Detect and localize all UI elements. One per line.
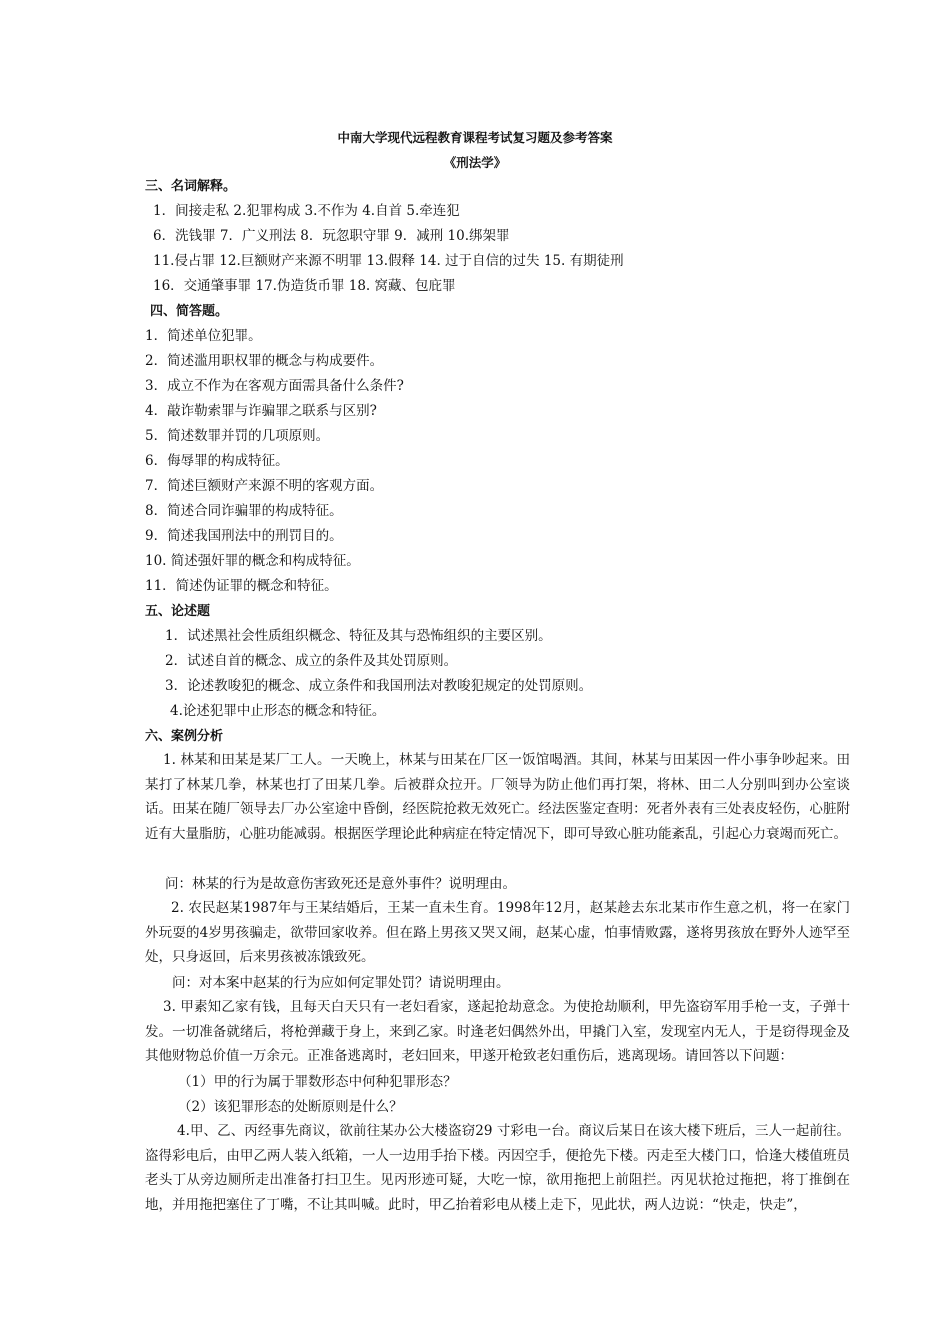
case-3-question-1: （1）甲的行为属于罪数形态中何种犯罪形态？	[178, 1074, 457, 1090]
case-4-text: 4.甲、乙、丙经事先商议，欲前往某办公大楼盗窃29 寸彩电一台。商议后某日在该大楼下班后，三人一起前往。盗得彩电后，由甲乙两人装入纸箱，一人一边用手抬下楼。丙因空手，便抢先下楼。丙走至大楼门口，恰逢大楼值班员老头丁从旁边厕所走出准备打扫卫生。见丙形迹可疑，大吃一惊，欲用拖把上前阻拦。丙见状抢过拖把，将丁推倒在地，并用拖把塞住了丁嘴，不让其叫喊。此时，甲乙抬着彩电从楼上走下，见此状，两人边说：“快走，快走”，	[145, 1123, 850, 1214]
question-item: 5．简述数罪并罚的几项原则。	[145, 428, 330, 444]
question-item: 9．简述我国刑法中的刑罚目的。	[145, 528, 343, 544]
case-2-text: 2. 农民赵某1987年与王某结婚后，王某一直未生育。1998年12月，赵某趁去东北某市作生意之机，将一在家门外玩耍的4岁男孩骗走，欲带回家收养。但在路上男孩又哭又闹，赵某心虚，怕事情败露，遂将男孩放在野外人迹罕至处，只身返回，后来男孩被冻饿致死。	[145, 900, 850, 966]
question-item: 2．简述滥用职权罪的概念与构成要件。	[145, 353, 384, 369]
case-1-text: 1. 林某和田某是某厂工人。一天晚上，林某与田某在厂区一饭馆喝酒。其间，林某与田某因一件小事争吵起来。田某打了林某几拳，林某也打了田某几拳。后被群众拉开。厂领导为防止他们再打架，将林、田二人分别叫到办公室谈话。田某在随厂领导去厂办公室途中昏倒，经医院抢救无效死亡。经法医鉴定查明：死者外表有三处表皮轻伤，心脏附近有大量脂肪，心脏功能减弱。根据医学理论此种病症在特定情况下，即可导致心脏功能紊乱，引起心力衰竭而死亡。	[145, 752, 850, 843]
case-1-question: 问：林某的行为是故意伤害致死还是意外事件？说明理由。	[165, 876, 516, 892]
term-line: 16．交通肇事罪 17.伪造货币罪 18. 窝藏、包庇罪	[153, 278, 456, 294]
question-item: 7．简述巨额财产来源不明的客观方面。	[145, 478, 384, 494]
section-heading-essay: 五、论述题	[145, 604, 211, 619]
question-item: 1．简述单位犯罪。	[145, 328, 262, 344]
case-2-question: 问：对本案中赵某的行为应如何定罪处罚？请说明理由。	[172, 975, 510, 991]
case-3-question-2: （2）该犯罪形态的处断原则是什么？	[178, 1099, 403, 1115]
question-item: 3．成立不作为在客观方面需具备什么条件?	[145, 378, 404, 394]
question-item: 8．简述合同诈骗罪的构成特征。	[145, 503, 343, 519]
section-heading-cases: 六、案例分析	[145, 729, 224, 744]
essay-item: 1．试述黑社会性质组织概念、特征及其与恐怖组织的主要区别。	[165, 628, 552, 644]
question-item: 10. 简述强奸罪的概念和构成特征。	[145, 553, 360, 569]
question-item: 4．敲诈勒索罪与诈骗罪之联系与区别?	[145, 403, 377, 419]
question-item: 6．侮辱罪的构成特征。	[145, 453, 289, 469]
essay-item: 3．论述教唆犯的概念、成立条件和我国刑法对教唆犯规定的处罚原则。	[165, 678, 593, 694]
term-line: 1．间接走私 2.犯罪构成 3.不作为 4.自首 5.牵连犯	[153, 203, 460, 219]
document-title: 中南大学现代远程教育课程考试复习题及参考答案	[337, 130, 613, 145]
term-line: 11.侵占罪 12.巨额财产来源不明罪 13.假释 14. 过于自信的过失 15. 有期徒刑	[153, 253, 624, 269]
document-subtitle: 《刑法学》	[443, 155, 507, 170]
question-item: 11．简述伪证罪的概念和特征。	[145, 578, 338, 594]
case-3-text: 3. 甲素知乙家有钱，且每天白天只有一老妇看家，遂起抢劫意念。为使抢劫顺利，甲先盗窃军用手枪一支，子弹十发。一切准备就绪后，将枪弹藏于身上，来到乙家。时逢老妇偶然外出，甲撬门入室，发现室内无人，于是窃得现金及其他财物总价值一万余元。正准备逃离时，老妇回来，甲遂开枪致老妇重伤后，逃离现场。请回答以下问题：	[145, 999, 850, 1065]
essay-item: 2．试述自首的概念、成立的条件及其处罚原则。	[165, 653, 458, 669]
essay-item: 4.论述犯罪中止形态的概念和特征。	[170, 703, 386, 719]
section-heading-short-answer: 四、简答题。	[150, 304, 229, 319]
term-line: 6．洗钱罪 7．广义刑法 8．玩忽职守罪 9．减刑 10.绑架罪	[153, 228, 510, 244]
section-heading-terms: 三、名词解释。	[145, 179, 237, 194]
